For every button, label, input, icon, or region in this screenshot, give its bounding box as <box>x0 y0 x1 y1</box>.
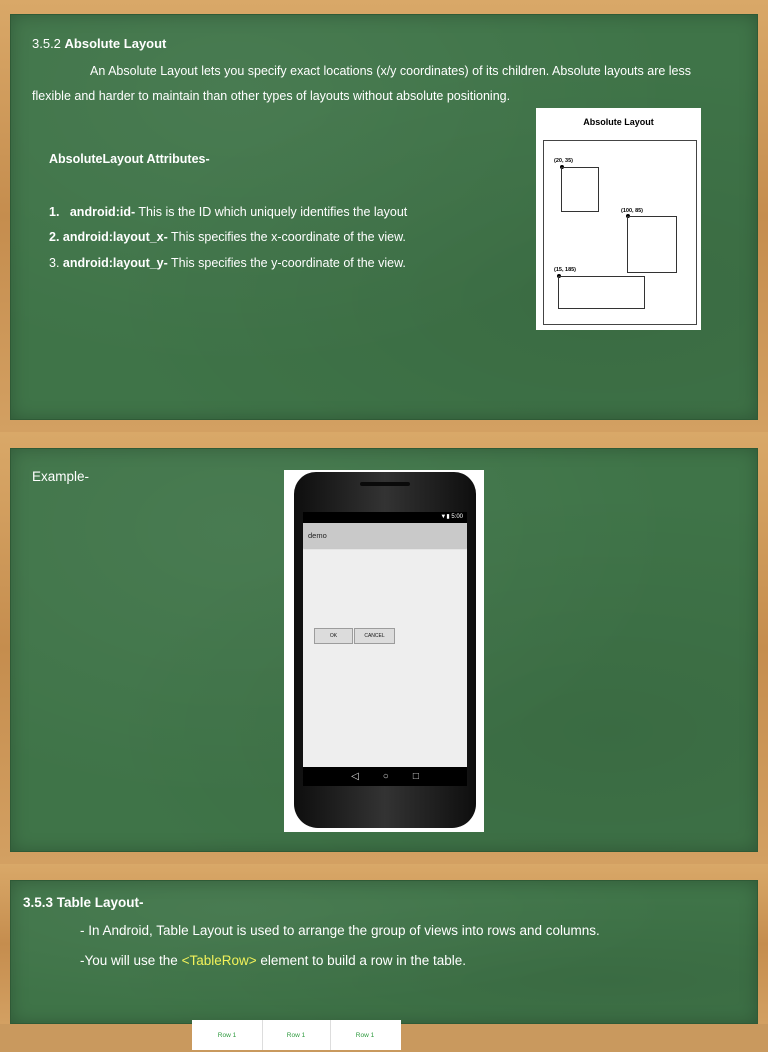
example-label: Example- <box>32 469 90 484</box>
coord-label: (100, 85) <box>621 208 644 214</box>
tablerow-tag: <TableRow> <box>181 953 257 968</box>
line2-prefix: -You will use the <box>80 953 182 968</box>
line2-suffix: element to build a row in the table. <box>256 953 467 968</box>
phone-body <box>294 472 476 828</box>
attribute-item <box>49 228 406 246</box>
slide-absolute-layout <box>0 0 768 432</box>
table-cell: Row 1 <box>192 1020 263 1050</box>
ok-button: OK <box>314 628 353 644</box>
absolute-layout-diagram <box>536 108 701 330</box>
attribute-item <box>49 203 407 221</box>
table-cell: Row 1 <box>355 1032 375 1039</box>
table-desc-line-1: - In Android, Table Layout is used to arrange the group of views into rows and columns. <box>80 923 600 938</box>
attribute-desc: This specifies the y-coordinate of the view. <box>167 256 406 270</box>
table-desc-line-2 <box>80 952 466 970</box>
diagram-frame <box>543 140 697 325</box>
app-title-bar <box>303 523 467 548</box>
section-heading <box>32 35 166 53</box>
chalkboard <box>10 880 758 1039</box>
phone-image <box>284 470 484 832</box>
table-cell: Row 1 <box>262 1020 331 1050</box>
attribute-name: android:id- <box>69 205 136 219</box>
status-bar: ▼▮ 5:00 <box>303 512 467 523</box>
navigation-bar <box>303 767 467 786</box>
intro-line-2: flexible and harder to maintain than other types of layouts without absolute positioning. <box>32 89 511 103</box>
phone-speaker <box>360 482 410 486</box>
home-icon: ○ <box>382 771 389 782</box>
coord-label: (15, 185) <box>554 267 577 273</box>
button-row <box>314 628 395 646</box>
back-icon: ◁ <box>351 771 359 782</box>
attribute-name: android:layout_y- <box>62 256 168 270</box>
section-number: 3.5.2 <box>32 36 61 51</box>
status-time: 5:00 <box>451 514 463 520</box>
section-title: Absolute Layout <box>64 36 167 51</box>
section-heading: 3.5.3 Table Layout- <box>23 895 144 910</box>
phone-screen <box>303 512 467 786</box>
attribute-desc: This specifies the x-coordinate of the view. <box>167 230 406 244</box>
slide-example <box>0 432 768 864</box>
slide-table-layout <box>0 864 768 1039</box>
attributes-heading: AbsoluteLayout Attributes- <box>49 152 210 166</box>
recent-apps-icon: □ <box>412 771 419 782</box>
table-example-image <box>192 1020 401 1050</box>
view-box <box>561 167 599 212</box>
diagram-title: Absolute Layout <box>583 117 654 127</box>
intro-line-1: An Absolute Layout lets you specify exact locations (x/y coordinates) of its children. Absolute layouts are less <box>90 64 692 78</box>
attribute-number: 1. <box>49 205 60 219</box>
coord-label: (20, 35) <box>554 158 573 164</box>
attribute-number: 2. <box>49 230 60 244</box>
attribute-number: 3. <box>49 256 60 270</box>
view-box <box>558 276 645 309</box>
attribute-desc: This is the ID which uniquely identifies the layout <box>135 205 408 219</box>
attribute-name: android:layout_x- <box>62 230 168 244</box>
chalkboard <box>10 14 758 420</box>
chalkboard <box>10 448 758 852</box>
cancel-button: CANCEL <box>354 628 395 644</box>
view-box <box>627 216 677 273</box>
app-title: demo <box>308 531 327 540</box>
attribute-item <box>49 254 406 272</box>
